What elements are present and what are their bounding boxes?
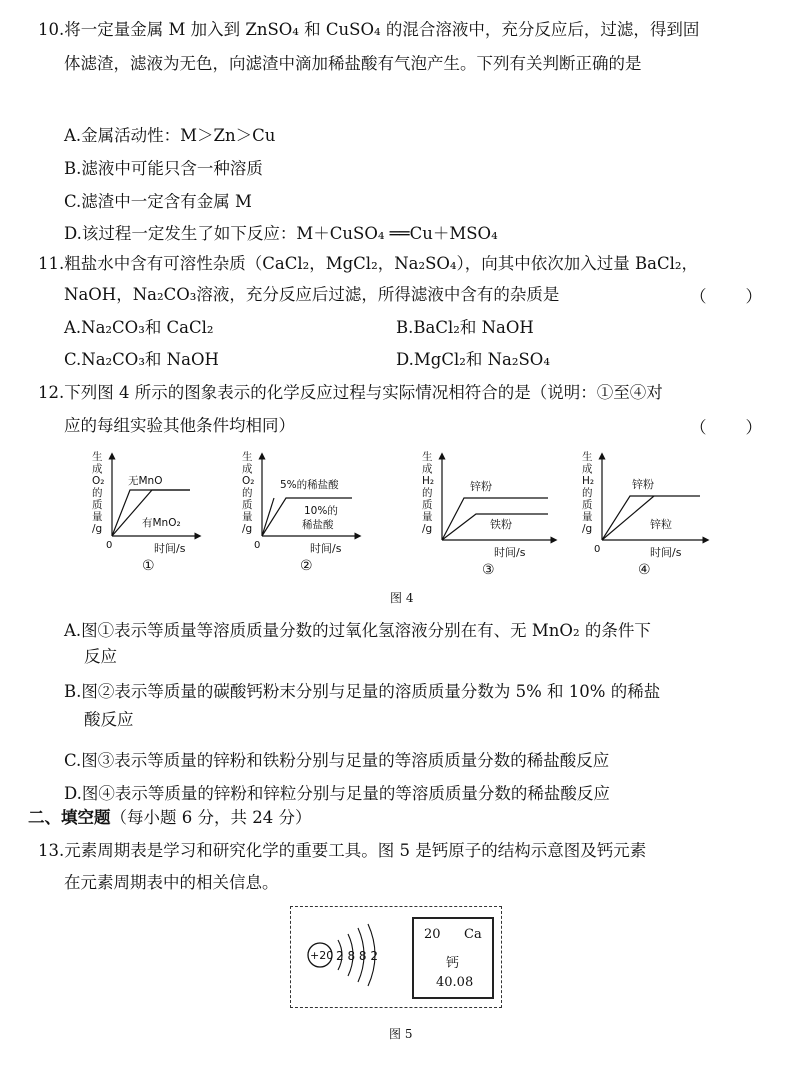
graph-1-lower-curve	[112, 490, 190, 536]
graph-2-upper-label: 5%的稀盐酸	[280, 479, 339, 491]
graph-1-ylabel-5: 量	[92, 511, 103, 523]
calcium-element-card	[412, 917, 494, 999]
graph-3-lower-label: 铁粉	[490, 518, 512, 531]
graph-2-lower-label: 10%的	[304, 505, 338, 517]
graph-2-lower-label-2: 稀盐酸	[302, 519, 334, 531]
section-2-note: （每小题 6 分，共 24 分）	[110, 808, 312, 827]
q12-option-c: C.图③表示等质量的锌粉和铁粉分别与足量的等溶质质量分数的稀盐酸反应	[64, 751, 610, 770]
graph-2-origin: 0	[254, 540, 261, 551]
graph-4-lower-label: 锌粒	[650, 518, 672, 531]
q11-option-a: A.Na₂CO₃和 CaCl₂	[64, 318, 214, 337]
q12-answer-paren: （ ）	[690, 418, 764, 437]
calcium-atom-diagram	[300, 920, 390, 990]
element-atomic-number: 20	[424, 927, 441, 942]
graph-4-ylabel-0: 生	[582, 451, 593, 463]
figure-5-caption: 图 5	[389, 1027, 413, 1041]
q13-stem-line1: 13.元素周期表是学习和研究化学的重要工具。图 5 是钙原子的结构示意图及钙元素	[38, 841, 647, 860]
graph-2-ylabel-4: 质	[242, 499, 253, 511]
graph-1-ylabel-4: 质	[92, 499, 103, 511]
graph-1-ylabel-0: 生	[92, 451, 103, 463]
graph-1-number: ①	[142, 558, 155, 574]
graph-4-ylabel-4: 质	[582, 499, 593, 511]
graph-4-origin: 0	[594, 544, 601, 555]
q11-option-b: B.BaCl₂和 NaOH	[396, 318, 534, 337]
q11-option-c: C.Na₂CO₃和 NaOH	[64, 350, 219, 369]
graph-4-xlabel: 时间/s	[650, 546, 682, 559]
graph-3-ylabel-6: /g	[422, 523, 433, 535]
graph-2-lower-curve	[262, 498, 274, 536]
q11-stem-line2: NaOH，Na₂CO₃溶液，充分反应后过滤，所得滤液中含有的杂质是	[64, 285, 560, 304]
nucleus-charge: +20	[310, 949, 334, 962]
q12-option-a: A.图①表示等质量等溶质质量分数的过氧化氢溶液分别在有、无 MnO₂ 的条件下	[64, 621, 651, 640]
q10-option-c: C.滤渣中一定含有金属 M	[64, 192, 252, 211]
graph-4-number: ④	[638, 562, 651, 578]
q12-stem-line1: 12.下列图 4 所示的图象表示的化学反应过程与实际情况相符合的是（说明：①至④对	[38, 383, 663, 402]
q10-option-d: D.该过程一定发生了如下反应：M＋CuSO₄ ══Cu＋MSO₄	[64, 224, 498, 243]
q10-stem-line1: 10.将一定量金属 M 加入到 ZnSO₄ 和 CuSO₄ 的混合溶液中，充分反应后，过滤，得到固	[38, 20, 700, 39]
graph-2-ylabel-3: 的	[242, 487, 253, 499]
figure-4-caption: 图 4	[390, 591, 414, 605]
graph-2-xlabel: 时间/s	[310, 542, 342, 555]
graph-3-ylabel-2: H₂	[422, 475, 435, 487]
graph-2-number: ②	[300, 558, 313, 574]
q10-option-a: A.金属活动性：M＞Zn＞Cu	[64, 126, 276, 145]
graph-4-ylabel-5: 量	[582, 511, 593, 523]
q12-option-b-cont: 酸反应	[84, 710, 134, 729]
graph-2-ylabel-1: 成	[242, 463, 253, 475]
graph-4-upper-label: 锌粉	[632, 478, 654, 491]
graph-1-upper-label: 无MnO	[128, 475, 163, 487]
graph-3-xlabel: 时间/s	[494, 546, 526, 559]
graph-1-xlabel: 时间/s	[154, 542, 186, 555]
graph-4-lower-curve	[602, 496, 654, 540]
graph-3-number: ③	[482, 562, 495, 578]
q12-option-d: D.图④表示等质量的锌粉和锌粒分别与足量的等溶质质量分数的稀盐酸反应	[64, 784, 610, 803]
graph-4-ylabel-6: /g	[582, 523, 593, 535]
graph-3-ylabel-5: 量	[422, 511, 433, 523]
graph-2-ylabel-2: O₂	[242, 475, 255, 487]
q11-answer-paren: （ ）	[690, 287, 764, 306]
graph-3-ylabel-0: 生	[422, 451, 433, 463]
graph-1-ylabel-6: /g	[92, 523, 103, 535]
graph-2-ylabel-6: /g	[242, 523, 253, 535]
graph-4-ylabel-3: 的	[582, 487, 593, 499]
graph-1-upper-curve	[112, 490, 190, 536]
graph-1-ylabel-1: 成	[92, 463, 103, 475]
q12-stem-line2: 应的每组实验其他条件均相同）	[64, 416, 295, 435]
graph-1-ylabel-3: 的	[92, 487, 103, 499]
graph-1-ylabel-2: O₂	[92, 475, 105, 487]
graph-3-ylabel-1: 成	[422, 463, 433, 475]
graph-2-ylabel-5: 量	[242, 511, 253, 523]
graph-3-upper-label: 锌粉	[470, 480, 492, 493]
q11-option-d: D.MgCl₂和 Na₂SO₄	[396, 350, 550, 369]
element-symbol: Ca	[464, 927, 482, 942]
q10-option-b: B.滤液中可能只含一种溶质	[64, 159, 263, 178]
q12-option-a-cont: 反应	[84, 647, 117, 666]
section-2-title: 二、填空题	[28, 808, 111, 827]
element-name: 钙	[446, 956, 460, 971]
graph-4-ylabel-2: H₂	[582, 475, 595, 487]
graph-2	[242, 450, 358, 574]
graph-4-ylabel-1: 成	[582, 463, 593, 475]
q12-option-b: B.图②表示等质量的碳酸钙粉末分别与足量的溶质质量分数为 5% 和 10% 的稀盐	[64, 682, 661, 701]
q13-stem-line2: 在元素周期表中的相关信息。	[64, 873, 279, 892]
graph-3-ylabel-4: 质	[422, 499, 433, 511]
figure-4-graphs	[90, 448, 710, 580]
q11-stem-line1: 11.粗盐水中含有可溶性杂质（CaCl₂，MgCl₂，Na₂SO₄），向其中依次加入过量 BaCl₂，	[38, 254, 698, 273]
section-2-heading	[28, 806, 311, 830]
graph-2-ylabel-0: 生	[242, 451, 253, 463]
graph-1-lower-label: 有MnO₂	[142, 517, 181, 529]
q10-stem-line2: 体滤渣，滤液为无色，向滤渣中滴加稀盐酸有气泡产生。下列有关判断正确的是	[64, 54, 642, 73]
graph-1-origin: 0	[106, 540, 113, 551]
graph-3-ylabel-3: 的	[422, 487, 433, 499]
electron-shells: 2 8 8 2	[336, 949, 378, 963]
graph-4	[582, 450, 706, 578]
graph-1	[92, 450, 198, 574]
element-atomic-mass: 40.08	[436, 975, 474, 990]
graph-3	[422, 450, 554, 578]
